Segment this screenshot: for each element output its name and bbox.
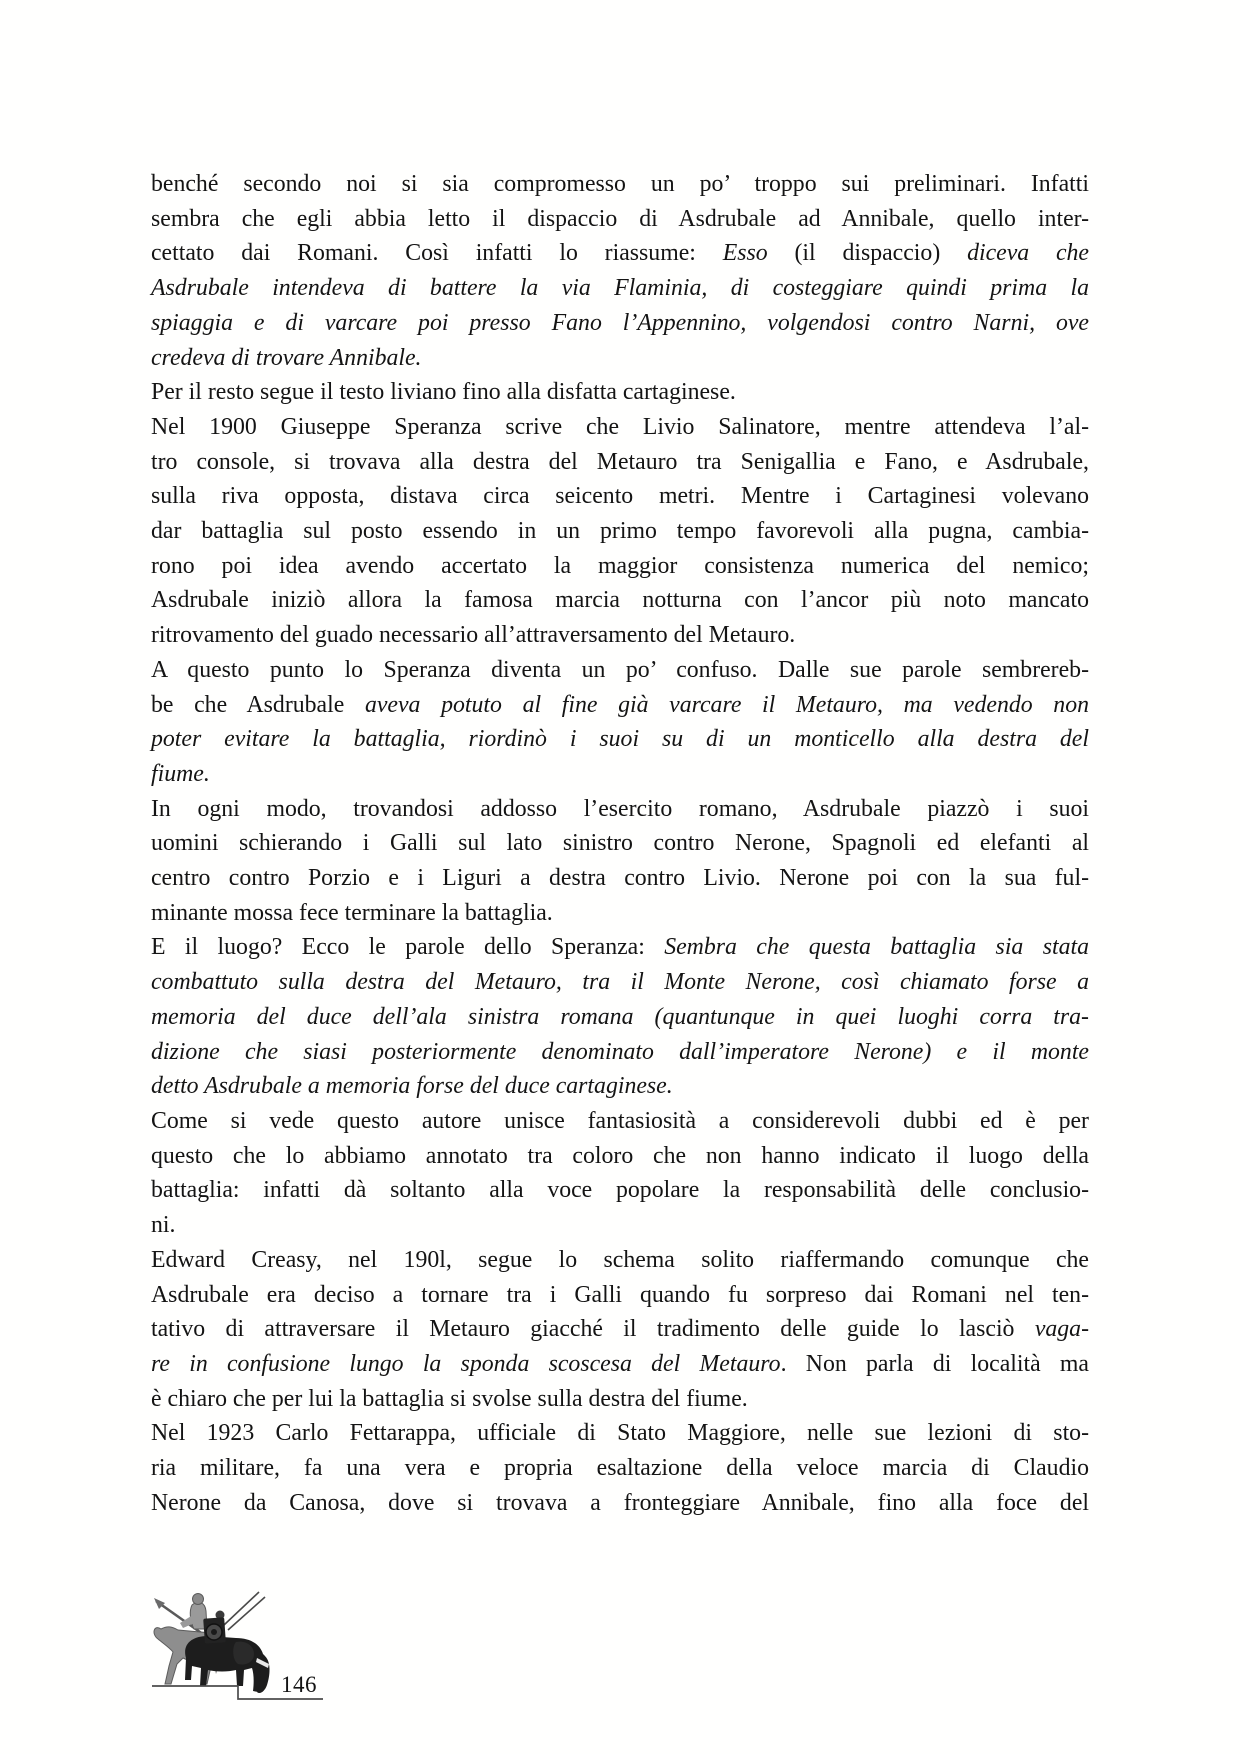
text-line xyxy=(151,1486,1089,1521)
italic-text-segment: re in confusione lungo la sponda scoscesa del Metauro xyxy=(151,1350,781,1377)
elephant-icon xyxy=(185,1636,270,1693)
text-line xyxy=(151,549,1089,584)
italic-text-segment: memoria del duce dell’ala sinistra romana (quantunque in quei luoghi corra tra- xyxy=(151,1003,1089,1030)
text-segment: Nel 1923 Carlo Fettarappa, ufficiale di Stato Maggiore, nelle sue lezioni di sto- xyxy=(151,1420,1089,1447)
text-segment: Asdrubale era deciso a tornare tra i Galli quando fu sorpreso dai Romani nel ten- xyxy=(151,1281,1089,1308)
text-block xyxy=(151,167,1089,1520)
italic-text-segment: poter evitare la battaglia, riordinò i suoi su di un monticello alla destra del xyxy=(151,726,1089,753)
text-line xyxy=(151,1416,1089,1451)
text-segment: questo che lo abbiamo annotato tra coloro che non hanno indicato il luogo della xyxy=(151,1142,1089,1169)
page-number: 146 xyxy=(281,1672,317,1697)
text-line xyxy=(151,618,1089,653)
italic-text-segment: diceva che xyxy=(967,240,1089,267)
text-segment: Nel 1900 Giuseppe Speranza scrive che Livio Salinatore, mentre attendeva l’al- xyxy=(151,413,1089,440)
text-line xyxy=(151,341,1089,376)
text-segment: (il dispaccio) xyxy=(767,240,968,267)
text-segment: sembra che egli abbia letto il dispaccio di Asdrubale ad Annibale, quello inter- xyxy=(151,205,1089,232)
text-segment: ritrovamento del guado necessario all’attraversamento del Metauro. xyxy=(151,622,796,649)
text-line xyxy=(151,167,1089,202)
text-line xyxy=(151,653,1089,688)
text-line xyxy=(151,1382,1089,1417)
italic-text-segment: Asdrubale intendeva di battere la via Flaminia, di costeggiare quindi prima la xyxy=(151,275,1089,302)
text-line xyxy=(151,1035,1089,1070)
text-segment: In ogni modo, trovandosi addosso l’esercito romano, Asdrubale piazzò i suoi xyxy=(151,795,1089,822)
text-segment: rono poi idea avendo accertato la maggior consistenza numerica del nemico; xyxy=(151,552,1089,579)
text-line xyxy=(151,1451,1089,1486)
text-line xyxy=(151,1173,1089,1208)
text-segment: ria militare, fa una vera e propria esaltazione della veloce marcia di Claudio xyxy=(151,1455,1089,1482)
text-line xyxy=(151,722,1089,757)
text-segment: benché secondo noi si sia compromesso un po’ troppo sui preliminari. Infatti xyxy=(151,171,1089,197)
text-line xyxy=(151,271,1089,306)
text-segment: è chiaro che per lui la battaglia si svolse sulla destra del fiume. xyxy=(151,1385,748,1412)
text-segment: Nerone da Canosa, dove si trovava a fronteggiare Annibale, fino alla foce del xyxy=(151,1489,1089,1516)
italic-text-segment: spiaggia e di varcare poi presso Fano l’Appennino, volgendosi contro Narni, ove xyxy=(151,309,1089,336)
horseman-icon xyxy=(180,1594,207,1630)
text-segment: Edward Creasy, nel 190l, segue lo schema solito riaffermando comunque che xyxy=(151,1246,1089,1273)
text-line xyxy=(151,1139,1089,1174)
text-segment: . Non parla di località ma xyxy=(780,1350,1089,1377)
italic-text-segment: fiume. xyxy=(151,760,210,787)
text-segment: centro contro Porzio e i Liguri a destra contro Livio. Nerone poi con la sua ful- xyxy=(151,865,1089,892)
text-segment: be che Asdrubale xyxy=(151,691,365,718)
italic-text-segment: aveva potuto al fine già varcare il Metauro, ma vedendo non xyxy=(364,691,1089,718)
text-line xyxy=(151,514,1089,549)
text-segment: battaglia: infatti dà soltanto alla voce popolare la responsabilità delle conclusio- xyxy=(151,1177,1089,1204)
text-segment: A questo punto lo Speranza diventa un po’ confuso. Dalle sue parole sembrereb- xyxy=(151,656,1089,683)
text-line xyxy=(151,688,1089,723)
text-line xyxy=(151,583,1089,618)
lances-icon xyxy=(224,1592,265,1630)
italic-text-segment: credeva di trovare Annibale. xyxy=(151,344,422,371)
italic-text-segment: vaga- xyxy=(1034,1316,1089,1343)
text-line xyxy=(151,861,1089,896)
text-line xyxy=(151,1347,1089,1382)
text-line xyxy=(151,202,1089,237)
text-line xyxy=(151,1069,1089,1104)
text-line xyxy=(151,1208,1089,1243)
text-line xyxy=(151,306,1089,341)
italic-text-segment: Sembra che questa battaglia sia stata xyxy=(664,934,1089,961)
text-line xyxy=(151,826,1089,861)
text-segment: cettato dai Romani. Così infatti lo riassume: xyxy=(151,240,723,267)
text-segment: dar battaglia sul posto essendo in un primo tempo favorevoli alla pugna, cambia- xyxy=(151,518,1089,545)
text-line xyxy=(151,479,1089,514)
text-line xyxy=(151,236,1089,271)
text-line xyxy=(151,1243,1089,1278)
text-segment: uomini schierando i Galli sul lato sinistro contro Nerone, Spagnoli ed elefanti al xyxy=(151,830,1089,857)
text-line xyxy=(151,445,1089,480)
italic-text-segment: Esso xyxy=(722,240,768,267)
text-line xyxy=(151,896,1089,931)
text-segment: Come si vede questo autore unisce fantasiosità a considerevoli dubbi ed è per xyxy=(151,1107,1089,1134)
text-line xyxy=(151,1000,1089,1035)
text-segment: sulla riva opposta, distava circa seicento metri. Mentre i Cartaginesi volevano xyxy=(151,483,1089,510)
text-segment: tativo di attraversare il Metauro giacché il tradimento delle guide lo lasciò xyxy=(151,1316,1035,1343)
text-segment: Per il resto segue il testo liviano fino alla disfatta cartaginese. xyxy=(151,379,736,406)
text-segment: minante mossa fece terminare la battaglia. xyxy=(151,899,553,926)
italic-text-segment: detto Asdrubale a memoria forse del duce cartaginese. xyxy=(151,1073,673,1100)
text-line xyxy=(151,965,1089,1000)
text-line xyxy=(151,792,1089,827)
text-line xyxy=(151,1312,1089,1347)
text-line xyxy=(151,1278,1089,1313)
text-line xyxy=(151,1104,1089,1139)
text-line xyxy=(151,757,1089,792)
italic-text-segment: dizione che siasi posteriormente denominato dall’imperatore Nerone) e il monte xyxy=(151,1038,1089,1065)
text-line xyxy=(151,375,1089,410)
text-segment: Asdrubale iniziò allora la famosa marcia notturna con l’ancor più noto mancato xyxy=(151,587,1089,614)
text-line xyxy=(151,930,1089,965)
text-segment: E il luogo? Ecco le parole dello Speranza: xyxy=(151,934,665,961)
text-segment: tro console, si trovava alla destra del Metauro tra Senigallia e Fano, e Asdrubale, xyxy=(151,448,1089,475)
text-segment: ni. xyxy=(151,1212,176,1239)
text-line xyxy=(151,410,1089,445)
italic-text-segment: combattuto sulla destra del Metauro, tra il Monte Nerone, così chiamato forse a xyxy=(151,969,1089,996)
